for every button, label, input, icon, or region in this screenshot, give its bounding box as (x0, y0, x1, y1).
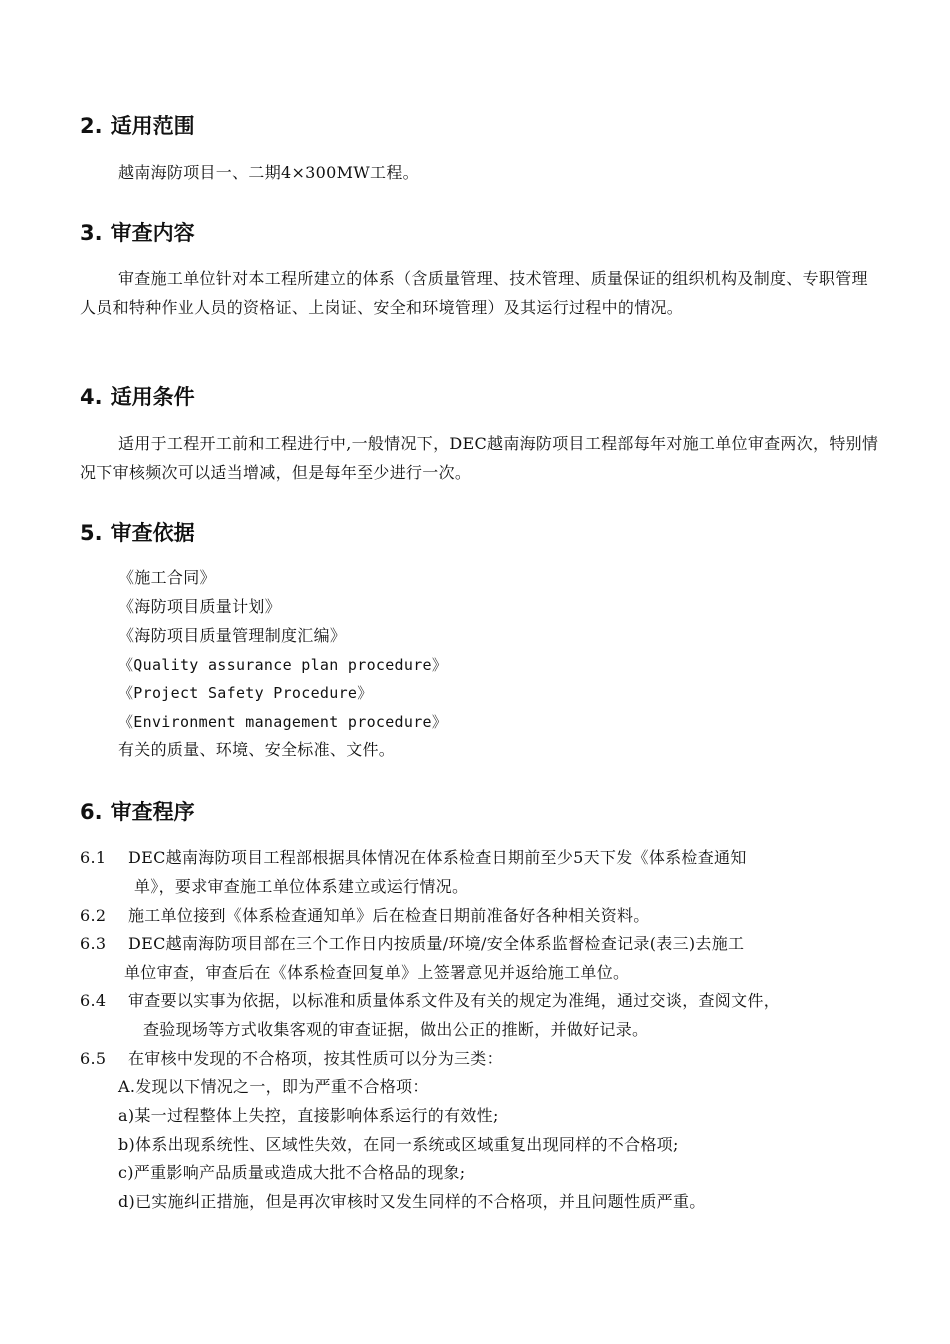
section-number: 4. (80, 385, 103, 409)
step-text: DEC越南海防项目工程部根据具体情况在体系检查日期前至少5天下发《体系检查通知 (128, 848, 747, 867)
nonconformity-item: d)已实施纠正措施，但是再次审核时又发生同样的不合格项，并且问题性质严重。 (118, 1192, 706, 1211)
procedure-step (80, 932, 744, 956)
section-body-conditions (80, 429, 880, 487)
step-text: 审查要以实事为依据，以标准和质量体系文件及有关的规定为准绳，通过交谈，查阅文件， (128, 991, 781, 1010)
section-title: 审查内容 (110, 221, 195, 245)
paragraph-text: 越南海防项目一、二期4×300MW工程。 (118, 163, 419, 182)
reference-item: 《施工合同》 (118, 568, 216, 587)
section-heading-basis (80, 519, 195, 547)
reference-item: 《海防项目质量管理制度汇编》 (118, 626, 347, 645)
step-text: DEC越南海防项目部在三个工作日内按质量/环境/安全体系监督检查记录(表三)去施工 (128, 934, 745, 953)
step-number: 6.5 (80, 1049, 107, 1068)
section-title: 审查依据 (110, 521, 195, 545)
procedure-step-continuation: 查验现场等方式收集客观的审查证据，做出公正的推断，并做好记录。 (143, 1020, 649, 1039)
section-body-scope (80, 158, 880, 187)
procedure-step (80, 989, 780, 1013)
step-number: 6.4 (80, 991, 107, 1010)
nonconformity-item: A.发现以下情况之一，即为严重不合格项： (118, 1077, 429, 1096)
section-number: 5. (80, 521, 103, 545)
nonconformity-item: a)某一过程整体上失控，直接影响体系运行的有效性; (118, 1106, 499, 1125)
reference-item: 《海防项目质量计划》 (118, 597, 282, 616)
paragraph-text: 适用于工程开工前和工程进行中,一般情况下，DEC越南海防项目工程部每年对施工单位审查两次，特别情况下审核频次可以适当增减，但是每年至少进行一次。 (80, 434, 879, 482)
section-heading-content (80, 219, 195, 247)
reference-item: 《Quality assurance plan procedure》 (118, 656, 448, 674)
section-heading-conditions (80, 383, 195, 411)
paragraph-text: 审查施工单位针对本工程所建立的体系（含质量管理、技术管理、质量保证的组织机构及制度、专职管理人员和特种作业人员的资格证、上岗证、安全和环境管理）及其运行过程中的情况。 (80, 269, 868, 317)
reference-item: 《Environment management procedure》 (118, 713, 448, 731)
section-number: 2. (80, 114, 103, 138)
procedure-step (80, 1047, 503, 1071)
section-heading-scope (80, 112, 195, 140)
step-number: 6.1 (80, 848, 107, 867)
section-body-content (80, 264, 880, 322)
section-title: 适用范围 (110, 114, 195, 138)
procedure-step-continuation: 单位审查，审查后在《体系检查回复单》上签署意见并返给施工单位。 (124, 963, 630, 982)
step-number: 6.3 (80, 934, 107, 953)
section-heading-procedure (80, 798, 195, 826)
step-text: 施工单位接到《体系检查通知单》后在检查日期前准备好各种相关资料。 (128, 906, 650, 925)
section-number: 3. (80, 221, 103, 245)
nonconformity-item: b)体系出现系统性、区域性失效，在同一系统或区域重复出现同样的不合格项; (118, 1135, 679, 1154)
section-title: 审查程序 (110, 800, 195, 824)
step-number: 6.2 (80, 906, 107, 925)
reference-item: 《Project Safety Procedure》 (118, 684, 373, 702)
procedure-step (80, 904, 650, 928)
nonconformity-item: c)严重影响产品质量或造成大批不合格品的现象; (118, 1163, 466, 1182)
reference-item: 有关的质量、环境、安全标准、文件。 (118, 740, 396, 759)
section-number: 6. (80, 800, 103, 824)
procedure-step-continuation: 单》，要求审查施工单位体系建立或运行情况。 (134, 877, 469, 896)
section-title: 适用条件 (110, 385, 195, 409)
procedure-step (80, 846, 747, 870)
step-text: 在审核中发现的不合格项，按其性质可以分为三类： (128, 1049, 503, 1068)
